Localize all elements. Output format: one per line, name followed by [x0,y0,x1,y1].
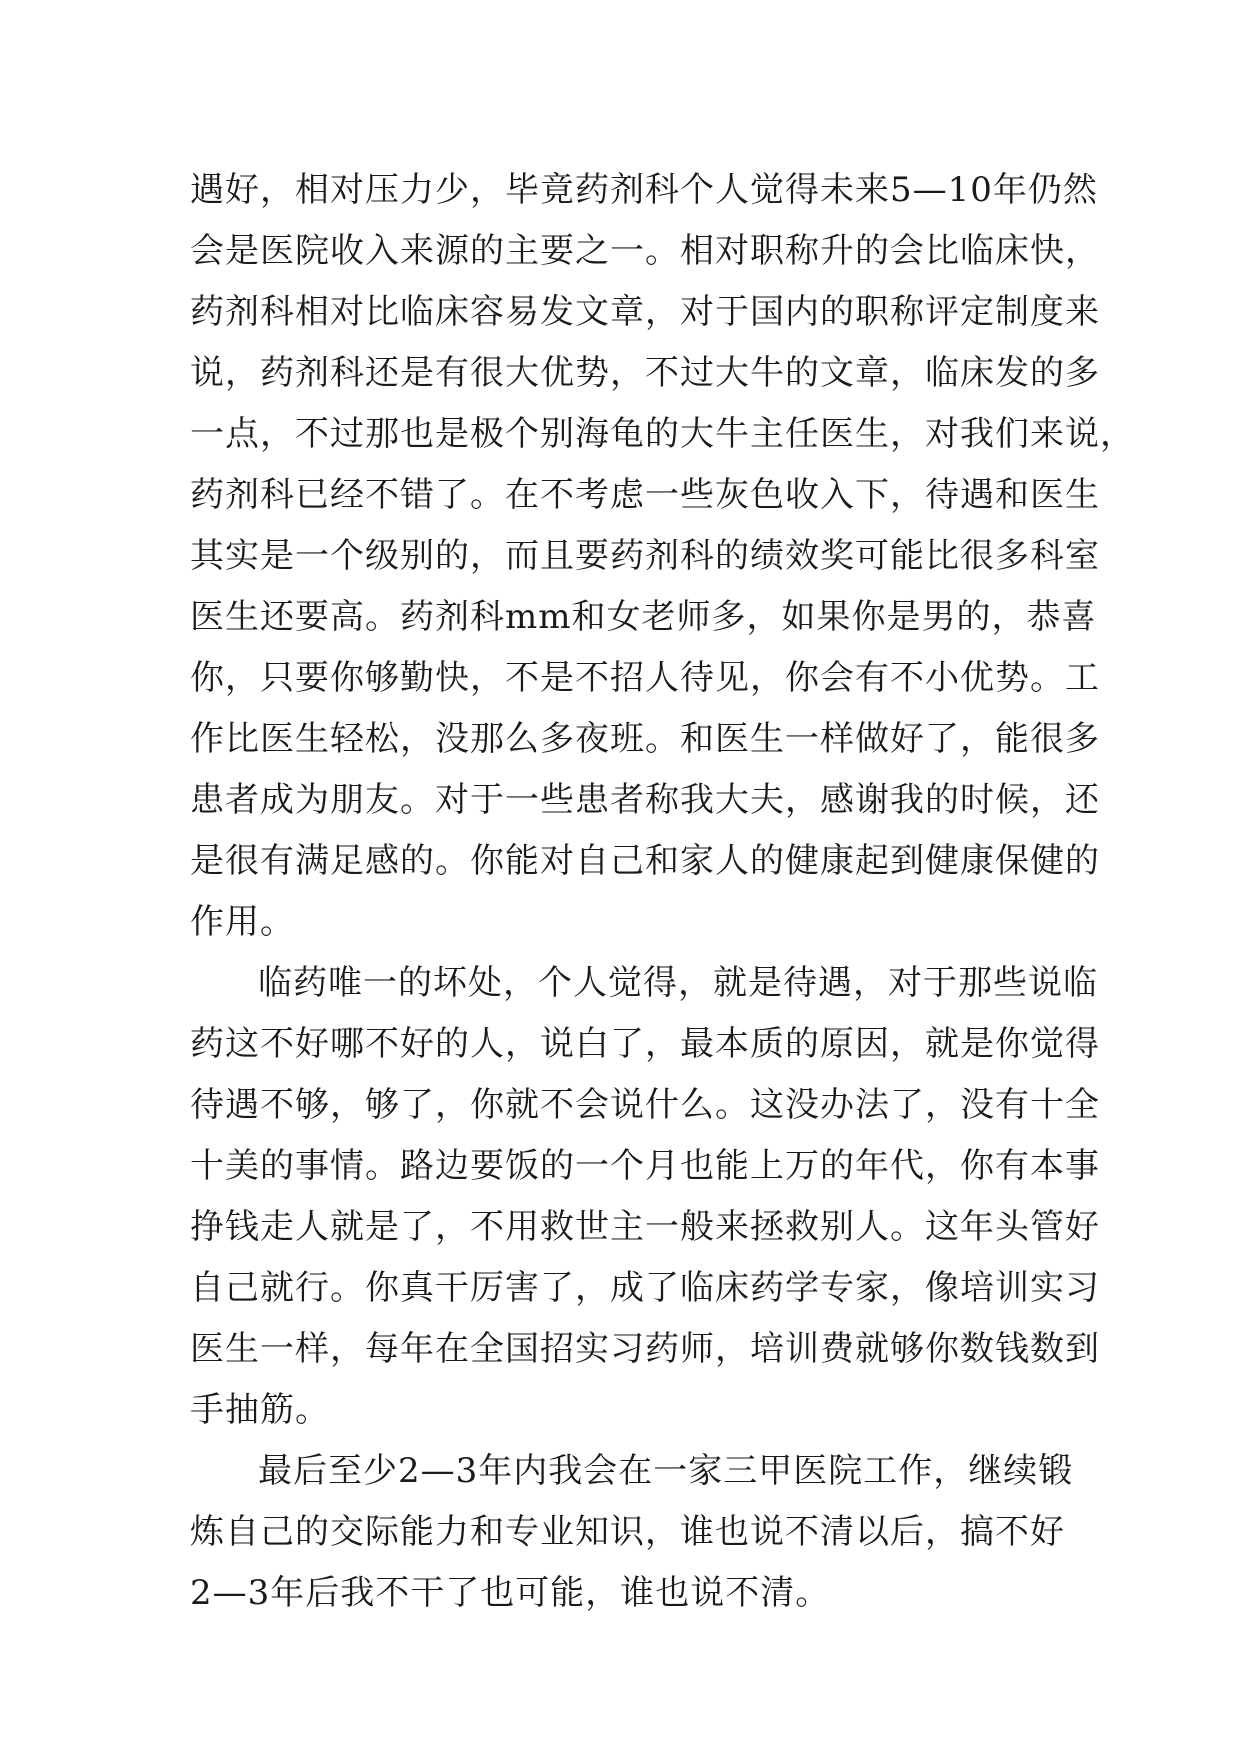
document-body [190,160,1135,1624]
text-line: 2—3年后我不干了也可能，谁也说不清。 [190,1573,831,1613]
text-line: 医生一样，每年在全国招实习药师，培训费就够你数钱数到 [190,1329,1100,1369]
text-line: 说，药剂科还是有很大优势，不过大牛的文章，临床发的多 [190,353,1100,393]
text-line: 会是医院收入来源的主要之一。相对职称升的会比临床快， [190,231,1100,271]
text-line: 挣钱走人就是了，不用救世主一般来拯救别人。这年头管好 [190,1207,1100,1247]
text-line: 待遇不够，够了，你就不会说什么。这没办法了，没有十全 [190,1085,1100,1125]
paragraph-3 [190,1441,1074,1624]
text-line: 临药唯一的坏处，个人觉得，就是待遇，对于那些说临 [258,963,1098,1003]
text-line: 作比医生轻松，没那么多夜班。和医生一样做好了，能很多 [190,719,1100,759]
text-line: 遇好，相对压力少，毕竟药剂科个人觉得未来5—10年仍然 [190,170,1098,210]
text-line: 药这不好哪不好的人，说白了，最本质的原因，就是你觉得 [190,1024,1100,1064]
text-line: 患者成为朋友。对于一些患者称我大夫，感谢我的时候，还 [190,780,1100,820]
text-line: 其实是一个级别的，而且要药剂科的绩效奖可能比很多科室 [190,536,1100,576]
text-line: 医生还要高。药剂科mm和女老师多，如果你是男的，恭喜 [190,597,1097,637]
paragraph-2 [190,953,1100,1441]
text-line: 作用。 [190,902,295,942]
text-line: 自己就行。你真干厉害了，成了临床药学专家，像培训实习 [190,1268,1100,1308]
text-line: 炼自己的交际能力和专业知识，谁也说不清以后，搞不好 [190,1512,1065,1552]
paragraph-1 [190,160,1135,953]
text-line: 一点，不过那也是极个别海龟的大牛主任医生，对我们来说， [190,414,1135,454]
text-line: 药剂科相对比临床容易发文章，对于国内的职称评定制度来 [190,292,1100,332]
text-line: 你，只要你够勤快，不是不招人待见，你会有不小优势。工 [190,658,1100,698]
text-line: 最后至少2—3年内我会在一家三甲医院工作，继续锻 [258,1451,1074,1491]
text-line: 手抽筋。 [190,1390,330,1430]
text-line: 是很有满足感的。你能对自己和家人的健康起到健康保健的 [190,841,1100,881]
text-line: 药剂科已经不错了。在不考虑一些灰色收入下，待遇和医生 [190,475,1100,515]
text-line: 十美的事情。路边要饭的一个月也能上万的年代，你有本事 [190,1146,1100,1186]
